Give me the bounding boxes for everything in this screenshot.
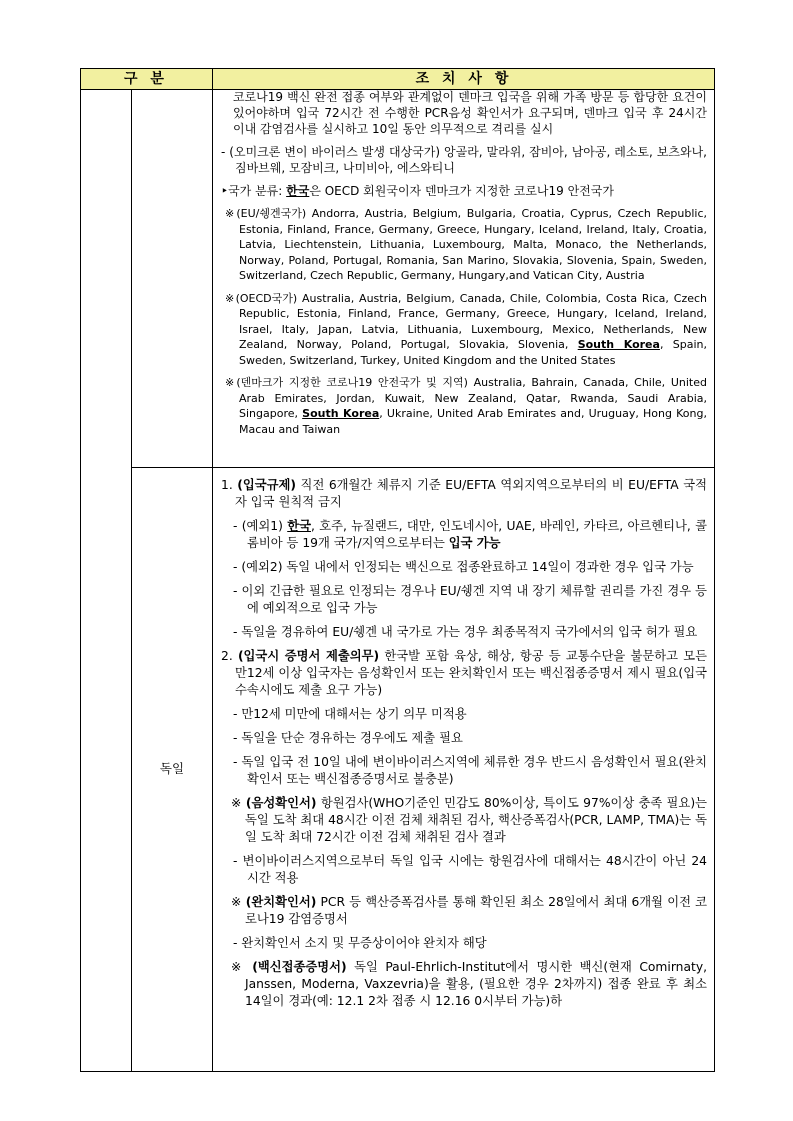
classification-label: ‣국가 분류:	[221, 184, 287, 198]
entry-regulation-title: (입국규제)	[237, 478, 297, 492]
exception-2: - (예외2) 독일 내에서 인정되는 백신으로 접종완료하고 14일이 경과한 경우 입국 가능	[233, 560, 694, 574]
recovery-note	[221, 894, 707, 928]
denmark-entry-text: 코로나19 백신 완전 접종 여부와 관계없이 덴마크 입국을 위해 가족 방문 등 합당한 요건이 있어야하며 입국 72시간 전 수행한 PCR음성 확인서가 요구되며, 덴마크 입국 후 24시간 이내 감염검사를 실시하고 10일 동안 의무적으로 격리를 실시	[233, 90, 707, 136]
note-mark-3: ※	[231, 960, 253, 974]
item-number-2: 2.	[221, 649, 238, 663]
recovery-sub: - 완치확인서 소지 및 무증상이어야 완치자 해당	[233, 936, 487, 950]
region-column-divider	[131, 90, 132, 1071]
oecd-list-a: ※(OECD국가) Australia, Austria, Belgium, Canada, Chile, Colombia, Costa Rica, Czech Republic, Estonia, Finland, France, Germany, Greece, Hungary, Iceland, Ireland, Israel, Italy, Japan, Latvia, Lithuania, Luxembourg, Mexico, Netherlands, New Zealand, Norway, Poland, Portugal, Slovakia, Slovenia,	[225, 291, 707, 351]
certificate-sub-1: - 만12세 미만에 대해서는 상기 의무 미적용	[233, 707, 467, 721]
exception-1-text: , 호주, 뉴질랜드, 대만, 인도네시아, UAE, 바레인, 카타르, 아르헨티나, 콜롬비아 등 19개 국가/지역으로부터는	[247, 519, 707, 550]
vaccination-note	[221, 959, 707, 1010]
header-category: 구 분	[124, 71, 168, 87]
omicron-countries: - (오미크론 변이 바이러스 발생 대상국가) 앙골라, 말라위, 잠비아, 남아공, 레소토, 보츠와나, 짐바브웨, 모잠비크, 나미비아, 에스와티니	[221, 145, 707, 175]
exception-4: - 독일을 경유하여 EU/쉥겐 내 국가로 가는 경우 최종목적지 국가에서의 입국 허가 필요	[233, 625, 698, 639]
certificate-requirement-text: 한국발 포함 육상, 해상, 항공 등 교통수단을 불문하고 모든 만12세 이상 입국자는 음성확인서 또는 완치확인서 또는 백신접종증명서 제시 필요(입국 수속시에도 제출 요구 가능)	[235, 649, 707, 697]
exception-1-label: - (예외1)	[233, 519, 288, 533]
entry-regulation-text: 직전 6개월간 체류지 기준 EU/EFTA 역외지역으로부터의 비 EU/EFTA 국적자 입국 원칙적 금지	[235, 478, 707, 509]
certificate-requirement	[221, 648, 707, 699]
classification-rest: 은 OECD 회원국이자 덴마크가 지정한 코로나19 안전국가	[309, 184, 614, 198]
country-germany: 독일	[159, 761, 185, 776]
vaccination-title: (백신접종증명서)	[252, 960, 347, 974]
measures-table	[80, 68, 715, 1072]
oecd-korea-highlight: South Korea	[577, 338, 660, 351]
note-mark-2: ※	[231, 895, 246, 909]
recovery-text: PCR 등 핵산증폭검사를 통해 확인된 최소 28일에서 최대 6개월 이전 코로나19 감염증명서	[245, 895, 707, 926]
negative-test-text: 항원검사(WHO기준인 민감도 80%이상, 특이도 97%이상 충족 필요)는 독일 도착 최대 48시간 이전 검체 채취된 검사, 핵산증폭검사(PCR, LAMP, TMA)는 독일 도착 최대 72시간 이전 검체 채취된 검사 결과	[245, 796, 707, 844]
certificate-requirement-title: (입국시 증명서 제출의무)	[237, 649, 380, 663]
exception-1	[221, 518, 707, 552]
recovery-title: (완치확인서)	[245, 895, 317, 909]
negative-test-title: (음성확인서)	[245, 796, 317, 810]
safe-korea-highlight: South Korea	[302, 407, 380, 420]
safe-list-a: ※(덴마크가 지정한 코로나19 안전국가 및 지역) Australia, Bahrain, Canada, Chile, United Arab Emirates, Jordan, Kuwait, New Zealand, Qatar, Rwanda, Saudi Arabia, Singapore,	[225, 376, 707, 420]
header-measures: 조 치 사 항	[212, 69, 715, 89]
exception-3: - 이외 긴급한 필요로 인정되는 경우나 EU/쉥겐 지역 내 장기 체류할 권리를 가진 경우 등에 예외적으로 입국 가능	[233, 584, 707, 615]
country-classification	[221, 183, 707, 199]
oecd-list-b: , Spain, Sweden, Switzerland, Turkey, United Kingdom and the United States	[239, 338, 707, 367]
note-mark-1: ※	[231, 796, 246, 810]
safe-countries-list	[225, 375, 707, 437]
certificate-sub-2: - 독일을 단순 경유하는 경우에도 제출 필요	[233, 731, 463, 745]
entry-allowed-highlight: 입국 가능	[448, 536, 501, 550]
germany-measures	[221, 477, 707, 1017]
variant-area-note: - 변이바이러스지역으로부터 독일 입국 시에는 항원검사에 대해서는 48시간이 아닌 24시간 적용	[233, 854, 707, 885]
certificate-sub-3: - 독일 입국 전 10일 내에 변이바이러스지역에 체류한 경우 반드시 음성확인서 필요(완치확인서 또는 백신접종증명서로 불충분)	[233, 755, 707, 786]
safe-list-b: , Ukraine, United Arab Emirates and, Uruguay, Hong Kong, Macau and Taiwan	[239, 407, 707, 436]
entry-regulation	[221, 477, 707, 511]
row-divider	[131, 467, 714, 468]
country-column-divider	[212, 90, 213, 1071]
vaccination-text: 독일 Paul-Ehrlich-Institut에서 명시한 백신(현재 Comirnaty, Janssen, Moderna, Vaxzevria)을 활용, (필요한 경우 2차까지) 접종 완료 후 최소 14일이 경과(예: 12.1 2차 접종 시 12.16 0시부터 가능)하	[245, 960, 708, 1008]
exception-korea-highlight: 한국	[287, 519, 311, 533]
negative-test-note	[221, 795, 707, 846]
korea-highlight: 한국	[286, 184, 310, 198]
denmark-measures	[221, 89, 707, 444]
item-number-1: 1.	[221, 478, 238, 492]
eu-schengen-list: ※(EU/쉥겐국가) Andorra, Austria, Belgium, Bulgaria, Croatia, Cyprus, Czech Republic, Estonia, Finland, France, Germany, Greece, Hungary, Iceland, Ireland, Italy, Croatia, Latvia, Liechtenstein, Lithuania, Luxembourg, Malta, Monaco, the Netherlands, Norway, Poland, Portugal, Romania, San Marino, Slovakia, Slovenia, Spain, Sweden, Switzerland, Czech Republic, Germany, Hungary,and Vatican City, Austria	[225, 207, 707, 282]
oecd-list	[225, 291, 707, 369]
table-header	[81, 69, 714, 90]
